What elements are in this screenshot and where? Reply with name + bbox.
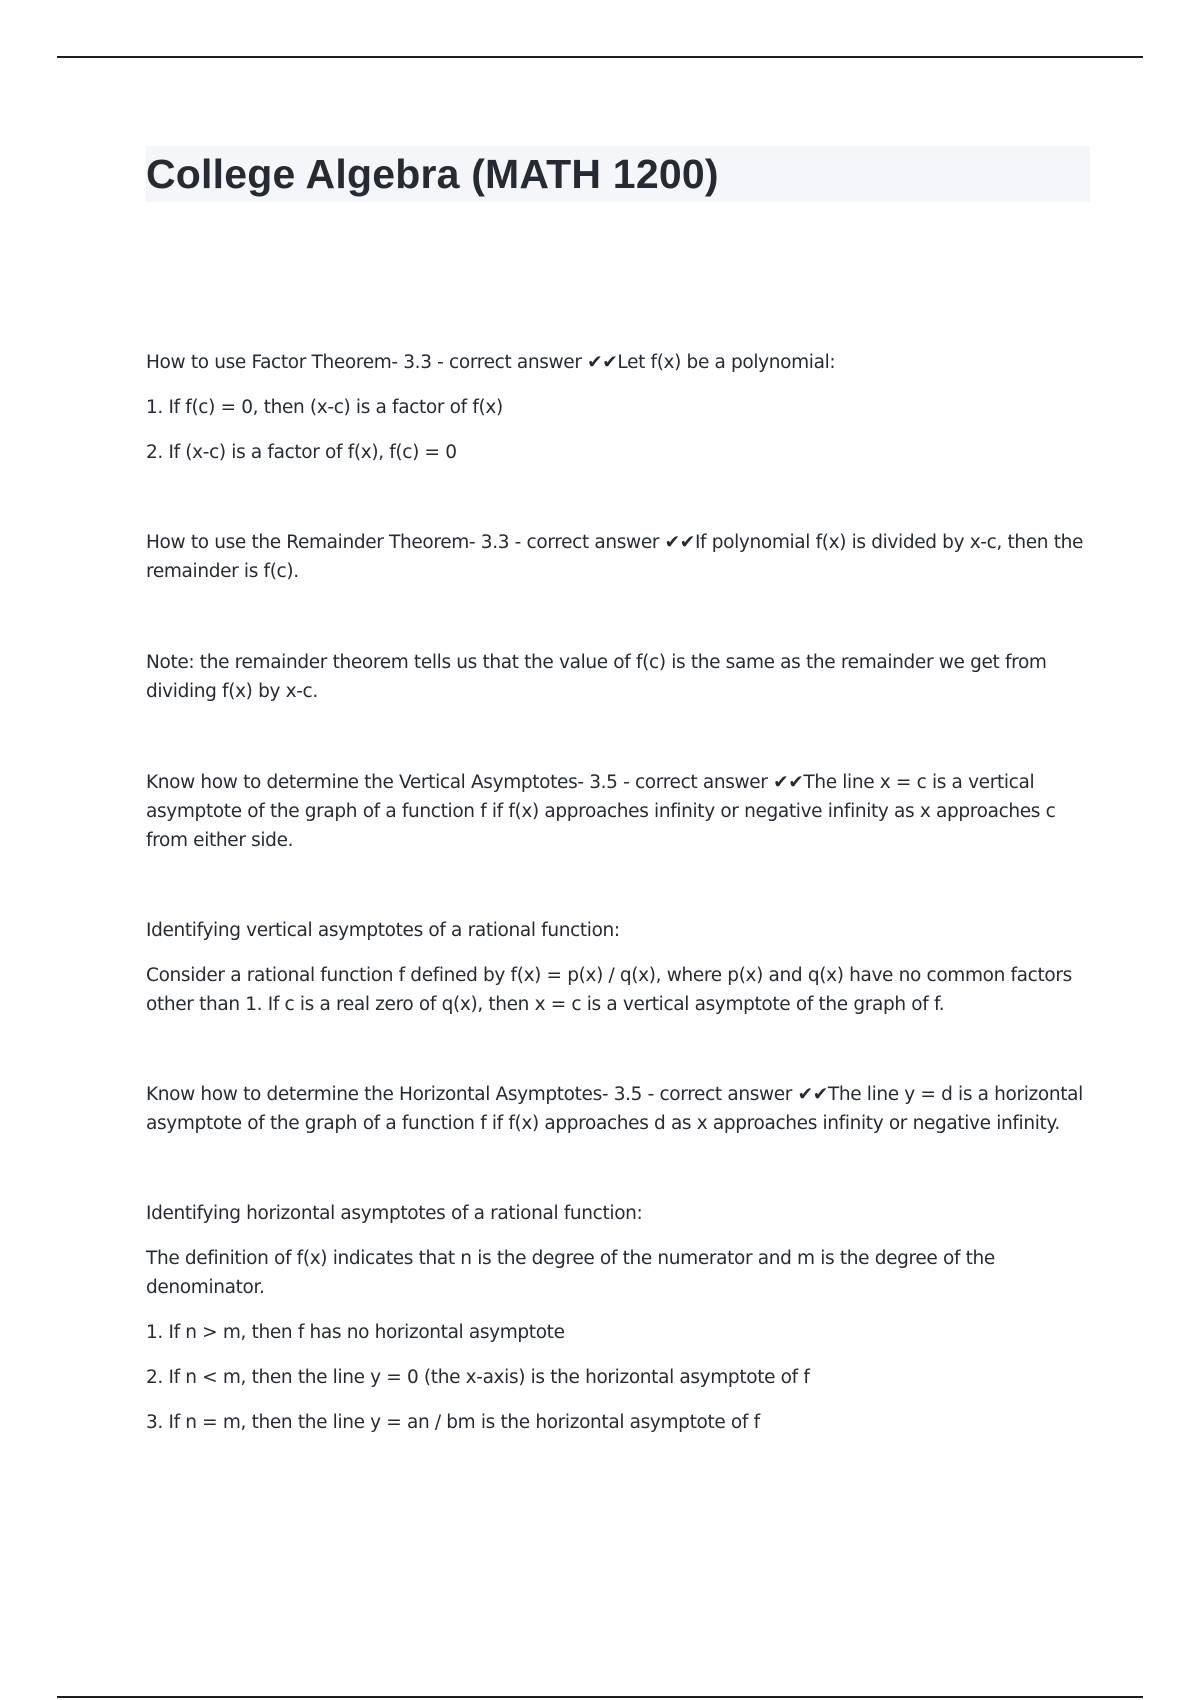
- document-content: [146, 146, 1090, 1437]
- factor-theorem-heading: How to use Factor Theorem- 3.3 - correct answer ✔✔Let f(x) be a polynomial:: [146, 352, 836, 373]
- vertical-asymptotes-definition: Consider a rational function f defined by f(x) = p(x) / q(x), where p(x) and q(x) have no common factors other than 1. If c is a real zero of q(x), then x = c is a vertical asymptote of the graph of f.: [146, 965, 1072, 1015]
- horizontal-asymptotes-rule-3: 3. If n = m, then the line y = an / bm is the horizontal asymptote of f: [146, 1412, 760, 1433]
- factor-theorem-item-1: 1. If f(c) = 0, then (x-c) is a factor of f(x): [146, 397, 503, 418]
- remainder-theorem-paragraph: How to use the Remainder Theorem- 3.3 - correct answer ✔✔If polynomial f(x) is divided by x-c, then the remainder is f(c).: [146, 532, 1084, 582]
- horizontal-asymptotes-definition: The definition of f(x) indicates that n is the degree of the numerator and m is the degree of the denominator.: [146, 1248, 995, 1298]
- horizontal-asymptotes-paragraph: Know how to determine the Horizontal Asymptotes- 3.5 - correct answer ✔✔The line y = d is a horizontal asymptote of the graph of a function f if f(x) approaches d as x approaches infinity or negative infinity.: [146, 1084, 1083, 1134]
- title-box: [146, 146, 1090, 202]
- factor-theorem-item-2: 2. If (x-c) is a factor of f(x), f(c) = 0: [146, 442, 457, 463]
- page-title: College Algebra (MATH 1200): [146, 151, 719, 197]
- horizontal-asymptotes-rule-2: 2. If n < m, then the line y = 0 (the x-axis) is the horizontal asymptote of f: [146, 1367, 810, 1388]
- vertical-asymptotes-subheading: Identifying vertical asymptotes of a rational function:: [146, 920, 620, 941]
- vertical-asymptotes-paragraph: Know how to determine the Vertical Asymptotes- 3.5 - correct answer ✔✔The line x = c is a vertical asymptote of the graph of a function f if f(x) approaches infinity or negative infinity as x approaches c from either side.: [146, 772, 1056, 851]
- top-rule: [57, 56, 1143, 58]
- horizontal-asymptotes-rule-1: 1. If n > m, then f has no horizontal asymptote: [146, 1322, 565, 1343]
- remainder-theorem-note: Note: the remainder theorem tells us that the value of f(c) is the same as the remainder we get from dividing f(x) by x-c.: [146, 652, 1047, 702]
- bottom-rule: [57, 1696, 1143, 1698]
- horizontal-asymptotes-subheading: Identifying horizontal asymptotes of a rational function:: [146, 1203, 643, 1224]
